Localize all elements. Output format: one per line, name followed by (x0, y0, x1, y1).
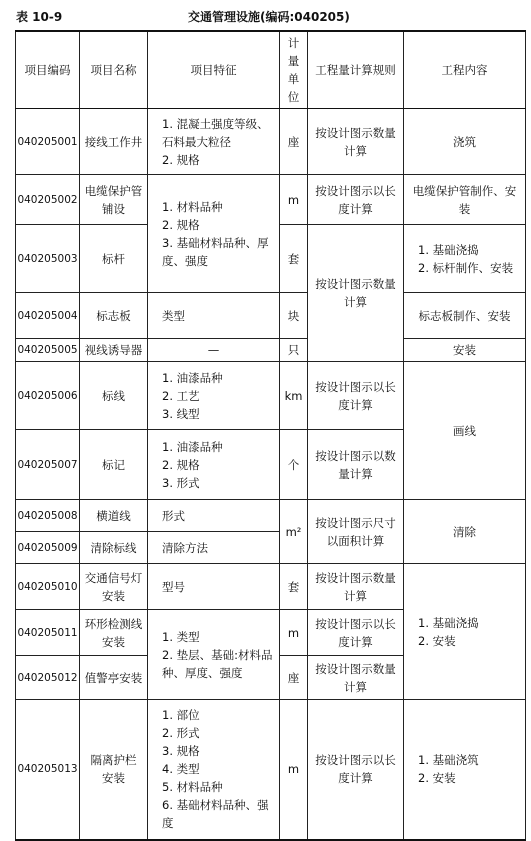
item-name: 标志板 (80, 293, 148, 339)
item-rule: 按设计图示数量计算 (308, 564, 404, 610)
item-unit: 座 (280, 109, 308, 175)
item-feature: 1. 混凝土强度等级、石料最大粒径 2. 规格 (148, 109, 280, 175)
item-rule: 按设计图示尺寸以面积计算 (308, 500, 404, 564)
item-rule: 按设计图示数量计算 (308, 225, 404, 362)
item-feature: 型号 (148, 564, 280, 610)
item-feature: — (148, 339, 280, 362)
item-name: 电缆保护管 铺设 (80, 175, 148, 225)
item-code: 040205012 (16, 656, 80, 700)
item-name: 标杆 (80, 225, 148, 293)
table-row (16, 362, 526, 430)
col-unit: 计量单位 (280, 31, 308, 109)
item-name: 标线 (80, 362, 148, 430)
item-code: 040205009 (16, 532, 80, 564)
item-unit: 套 (280, 225, 308, 293)
item-code: 040205002 (16, 175, 80, 225)
item-code: 040205010 (16, 564, 80, 610)
item-unit: 块 (280, 293, 308, 339)
col-rule: 工程量计算规则 (308, 31, 404, 109)
col-code: 项目编码 (16, 31, 80, 109)
item-unit: m² (280, 500, 308, 564)
item-content: 画线 (404, 362, 526, 500)
item-feature: 形式 (148, 500, 280, 532)
item-rule: 按设计图示数量计算 (308, 109, 404, 175)
item-code: 040205011 (16, 610, 80, 656)
col-name: 项目名称 (80, 31, 148, 109)
col-feature: 项目特征 (148, 31, 280, 109)
table-number: 表 10-9 (16, 10, 63, 24)
item-feature: 清除方法 (148, 532, 280, 564)
item-name: 环形检测线 安装 (80, 610, 148, 656)
item-feature: 1. 油漆品种 2. 工艺 3. 线型 (148, 362, 280, 430)
table-row (16, 700, 526, 840)
item-unit: m (280, 700, 308, 840)
header-row (16, 31, 526, 109)
item-content: 1. 基础浇捣 2. 安装 (404, 564, 526, 700)
item-code: 040205008 (16, 500, 80, 532)
item-unit: m (280, 610, 308, 656)
item-name: 隔离护栏 安装 (80, 700, 148, 840)
item-rule: 按设计图示以长度计算 (308, 175, 404, 225)
item-content: 标志板制作、安装 (404, 293, 526, 339)
item-code: 040205004 (16, 293, 80, 339)
item-rule: 按设计图示以长度计算 (308, 610, 404, 656)
item-feature: 1. 部位 2. 形式 3. 规格 4. 类型 5. 材料品种 6. 基础材料品种、强度 (148, 700, 280, 840)
item-name: 视线诱导器 (80, 339, 148, 362)
item-content: 浇筑 (404, 109, 526, 175)
item-rule: 按设计图示以长度计算 (308, 362, 404, 430)
item-content: 电缆保护管制作、安装 (404, 175, 526, 225)
item-unit: 个 (280, 430, 308, 500)
item-feature: 类型 (148, 293, 280, 339)
item-feature: 1. 材料品种 2. 规格 3. 基础材料品种、厚度、强度 (148, 175, 280, 293)
table-row (16, 293, 526, 339)
item-unit: 只 (280, 339, 308, 362)
item-rule: 按设计图示以数量计算 (308, 430, 404, 500)
table-row (16, 500, 526, 532)
item-code: 040205005 (16, 339, 80, 362)
item-unit: m (280, 175, 308, 225)
item-content: 1. 基础浇捣 2. 标杆制作、安装 (404, 225, 526, 293)
item-unit: 套 (280, 564, 308, 610)
item-code: 040205007 (16, 430, 80, 500)
item-code: 040205006 (16, 362, 80, 430)
facility-table (15, 30, 526, 841)
item-code: 040205001 (16, 109, 80, 175)
item-unit: 座 (280, 656, 308, 700)
item-content: 安装 (404, 339, 526, 362)
table-row (16, 339, 526, 362)
item-name: 接线工作井 (80, 109, 148, 175)
table-title: 交通管理设施(编码:040205) (188, 10, 350, 24)
item-name: 清除标线 (80, 532, 148, 564)
item-name: 横道线 (80, 500, 148, 532)
table-row (16, 564, 526, 610)
item-rule: 按设计图示以长度计算 (308, 700, 404, 840)
item-code: 040205003 (16, 225, 80, 293)
item-name: 交通信号灯 安装 (80, 564, 148, 610)
item-code: 040205013 (16, 700, 80, 840)
item-content: 1. 基础浇筑 2. 安装 (404, 700, 526, 840)
item-name: 值警亭安装 (80, 656, 148, 700)
table-row (16, 109, 526, 175)
item-unit: km (280, 362, 308, 430)
item-name: 标记 (80, 430, 148, 500)
item-content: 清除 (404, 500, 526, 564)
item-feature: 1. 类型 2. 垫层、基础:材料品种、厚度、强度 (148, 610, 280, 700)
item-rule: 按设计图示数量计算 (308, 656, 404, 700)
table-header (0, 0, 531, 30)
col-content: 工程内容 (404, 31, 526, 109)
item-feature: 1. 油漆品种 2. 规格 3. 形式 (148, 430, 280, 500)
table-row (16, 175, 526, 225)
